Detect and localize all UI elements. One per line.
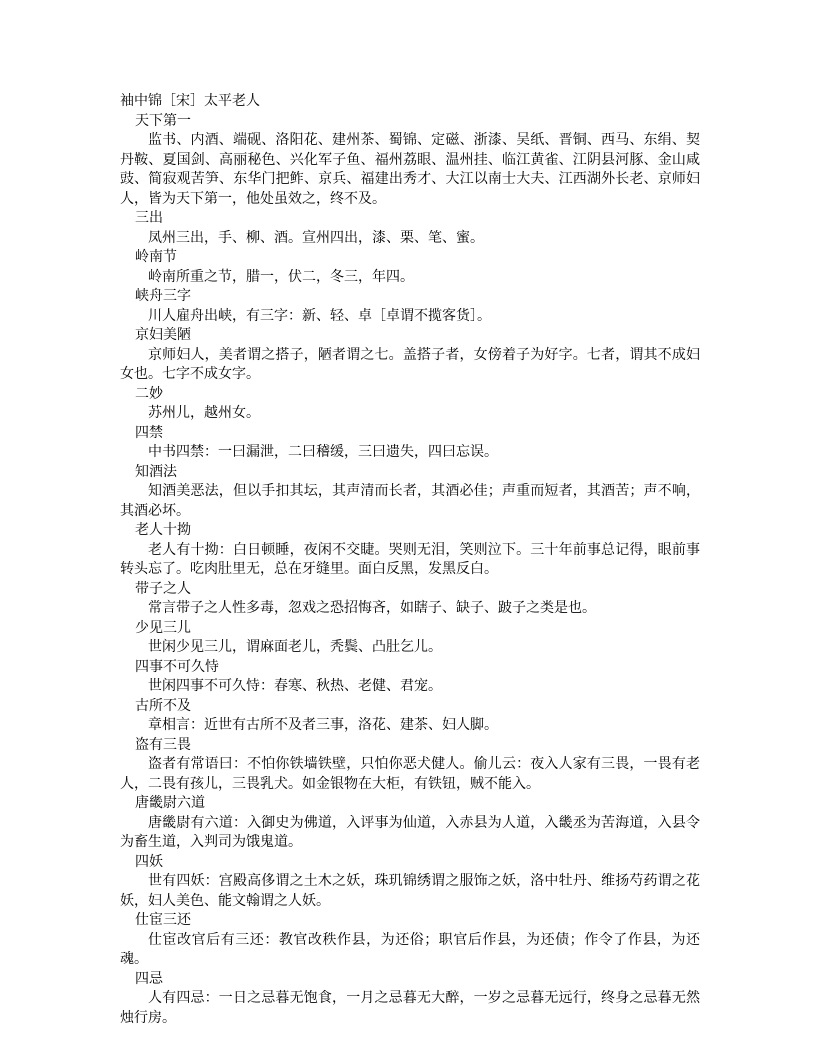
section <box>120 580 700 619</box>
section-heading: 四忌 <box>135 970 163 987</box>
section-body: 世有四妖：宫殿高侈谓之土木之妖，珠玑锦绣谓之服饰之妖，洛中牡丹、维扬芍药谓之花妖，妇人美色、能文翰谓之人妖。 <box>120 873 700 909</box>
section-heading: 天下第一 <box>135 112 191 129</box>
section-body: 唐畿尉有六道：入御史为佛道，入评事为仙道，入赤县为人道，入畿丞为苦海道，入县令为畜生道，入判司为饿鬼道。 <box>120 814 700 850</box>
section-heading: 四事不可久恃 <box>135 658 219 675</box>
section <box>120 209 700 248</box>
section-body: 川人雇舟出峡，有三字：新、轻、卓［卓谓不揽客货］。 <box>148 307 491 324</box>
section <box>120 794 700 853</box>
section-body: 仕宦改官后有三还：教官改秩作县，为还俗；职官后作县，为还债；作令了作县，为还魂。 <box>120 931 700 967</box>
section-body: 苏州儿，越州女。 <box>148 405 260 421</box>
section-heading: 知酒法 <box>135 463 177 480</box>
section <box>120 911 700 970</box>
section <box>120 248 700 287</box>
section <box>120 736 700 795</box>
section-heading: 唐畿尉六道 <box>135 795 205 811</box>
section <box>120 619 700 658</box>
section-body: 京师妇人，美者谓之搭子，陋者谓之七。盖搭子者，女傍着子为好字。七者，谓其不成妇女也。七字不成女字。 <box>120 346 700 382</box>
section-heading: 古所不及 <box>135 697 191 714</box>
section-heading: 岭南节 <box>135 249 177 265</box>
section-body: 常言带子之人性多毒，忽戏之恐招悔吝，如瞎子、缺子、跛子之类是也。 <box>148 600 596 616</box>
section <box>120 424 700 463</box>
section <box>120 463 700 522</box>
section-body: 监书、内酒、端砚、洛阳花、建州茶、蜀锦、定磁、浙漆、吴纸、晋铜、西马、东绢、契丹鞍、夏国剑、高丽秘色、兴化军子鱼、福州荔眼、温州挂、临江黄雀、江阴县河豚、金山咸豉、简寂观苦笋、东华门把鲊、京兵、福建出秀才、大江以南士大夫、江西湖外长老、京师妇人，皆为天下第一，他处虽效之，终不及。 <box>120 132 700 207</box>
section <box>120 853 700 912</box>
section-body: 人有四忌：一日之忌暮无饱食，一月之忌暮无大醉，一岁之忌暮无远行，终身之忌暮无然烛行房。 <box>120 990 700 1026</box>
section-heading: 少见三儿 <box>135 619 191 636</box>
section-body: 世闲少见三儿，谓麻面老儿，秃鬓、凸肚乞儿。 <box>148 639 442 655</box>
section-body: 凤州三出，手、柳、酒。宣州四出，漆、栗、笔、蜜。 <box>148 229 484 246</box>
section-heading: 三出 <box>135 210 163 226</box>
section <box>120 112 700 210</box>
document-page <box>120 92 700 1028</box>
section <box>120 385 700 424</box>
section-heading: 带子之人 <box>135 580 191 597</box>
section-heading: 峡舟三字 <box>135 288 191 304</box>
section-heading: 京妇美陋 <box>135 327 191 343</box>
section <box>120 697 700 736</box>
section-heading: 四禁 <box>135 424 163 441</box>
section-heading: 仕宦三还 <box>135 912 191 928</box>
section-body: 世闲四事不可久恃：春寒、秋热、老健、君宠。 <box>148 678 442 694</box>
section-body: 盗者有常语曰：不怕你铁墙铁壁，只怕你恶犬健人。偷儿云：夜入人家有三畏，一畏有老人，二畏有孩儿，三畏乳犬。如金银物在大柜，有铁钮，贼不能入。 <box>120 756 700 792</box>
section-body: 章相言：近世有古所不及者三事，洛花、建茶、妇人脚。 <box>148 717 498 733</box>
section <box>120 658 700 697</box>
section-heading: 二妙 <box>135 385 163 402</box>
section-body: 中书四禁：一曰漏泄，二曰稽缓，三曰遗失，四曰忘误。 <box>148 444 498 460</box>
section <box>120 287 700 326</box>
section-body: 岭南所重之节，腊一，伏二，冬三，年四。 <box>148 268 414 285</box>
document-title: 袖中锦［宋］太平老人 <box>120 93 260 109</box>
section <box>120 970 700 1029</box>
section <box>120 521 700 580</box>
section-body: 知酒美恶法，但以手扣其坛，其声清而长者，其酒必佳；声重而短者，其酒苦；声不响，其酒必坏。 <box>120 483 700 519</box>
section-heading: 老人十拗 <box>135 522 191 538</box>
section-body: 老人有十拗：白日顿睡，夜闲不交睫。哭则无泪，笑则泣下。三十年前事总记得，眼前事转头忘了。吃肉肚里无，总在牙缝里。面白反黑，发黑反白。 <box>120 541 700 577</box>
section <box>120 326 700 385</box>
section-heading: 四妖 <box>135 853 163 870</box>
section-heading: 盗有三畏 <box>135 736 191 753</box>
